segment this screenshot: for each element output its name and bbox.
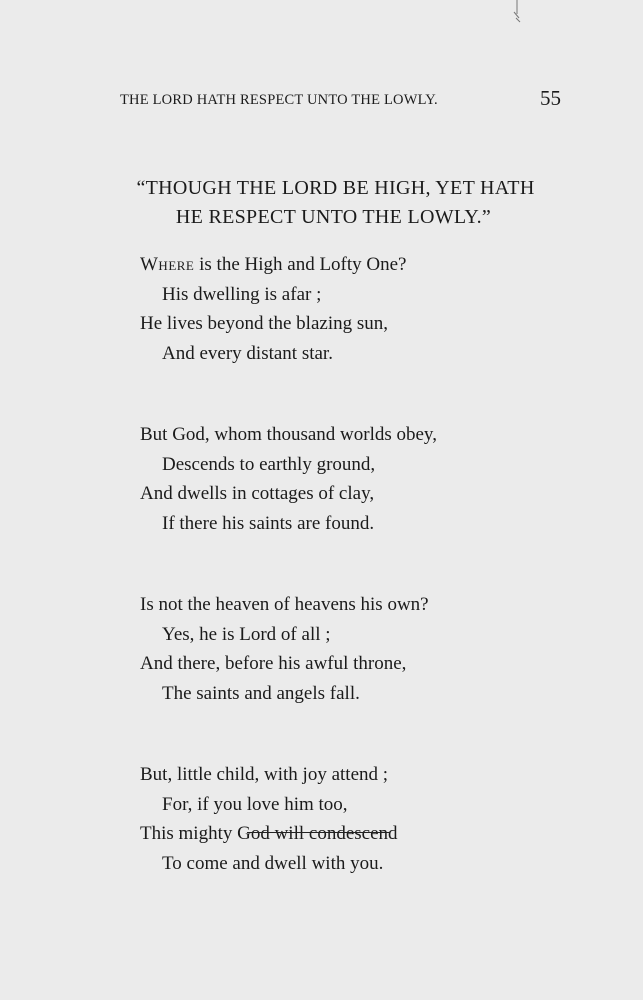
verse-line: For, if you love him too, — [162, 793, 348, 815]
stanza-4 — [140, 760, 600, 878]
running-title: THE LORD HATH RESPECT UNTO THE LOWLY. — [120, 92, 438, 108]
verse-line: But, little child, with joy attend ; — [140, 764, 389, 785]
verse-line: This mighty God will condescend — [140, 823, 398, 844]
poem-title — [0, 174, 643, 232]
stanza-3 — [140, 590, 600, 708]
verse-line: And there, before his awful throne, — [140, 653, 407, 674]
poem-title-line: “THOUGH THE LORD BE HIGH, YET HATH — [136, 177, 535, 199]
verse-line: But God, whom thousand worlds obey, — [140, 424, 437, 445]
end-rule — [247, 832, 389, 833]
page-number: 55 — [540, 86, 561, 110]
verse-line: He lives beyond the blazing sun, — [140, 313, 389, 334]
verse-line: And every distant star. — [162, 342, 333, 364]
poem-title-line: HE RESPECT UNTO THE LOWLY.” — [175, 206, 492, 228]
pencil-mark — [510, 0, 524, 24]
verse-line: If there his saints are found. — [162, 512, 375, 534]
stanza-2 — [140, 420, 600, 538]
verse-line: The saints and angels fall. — [162, 682, 360, 704]
verse-line: Is not the heaven of heavens his own? — [140, 594, 429, 615]
verse-line: And dwells in cottages of clay, — [140, 483, 375, 504]
verse-line — [140, 250, 600, 280]
verse-line: His dwelling is afar ; — [162, 283, 322, 305]
verse-line: To come and dwell with you. — [162, 852, 384, 874]
verse-line: Yes, he is Lord of all ; — [162, 623, 331, 645]
running-head — [0, 86, 643, 114]
verse-line-text: is the High and Lofty One? — [194, 254, 407, 275]
verse-line: Descends to earthly ground, — [162, 453, 376, 475]
poem-body — [140, 250, 600, 930]
opening-word: Where — [140, 254, 195, 275]
stanza-1 — [140, 250, 600, 368]
